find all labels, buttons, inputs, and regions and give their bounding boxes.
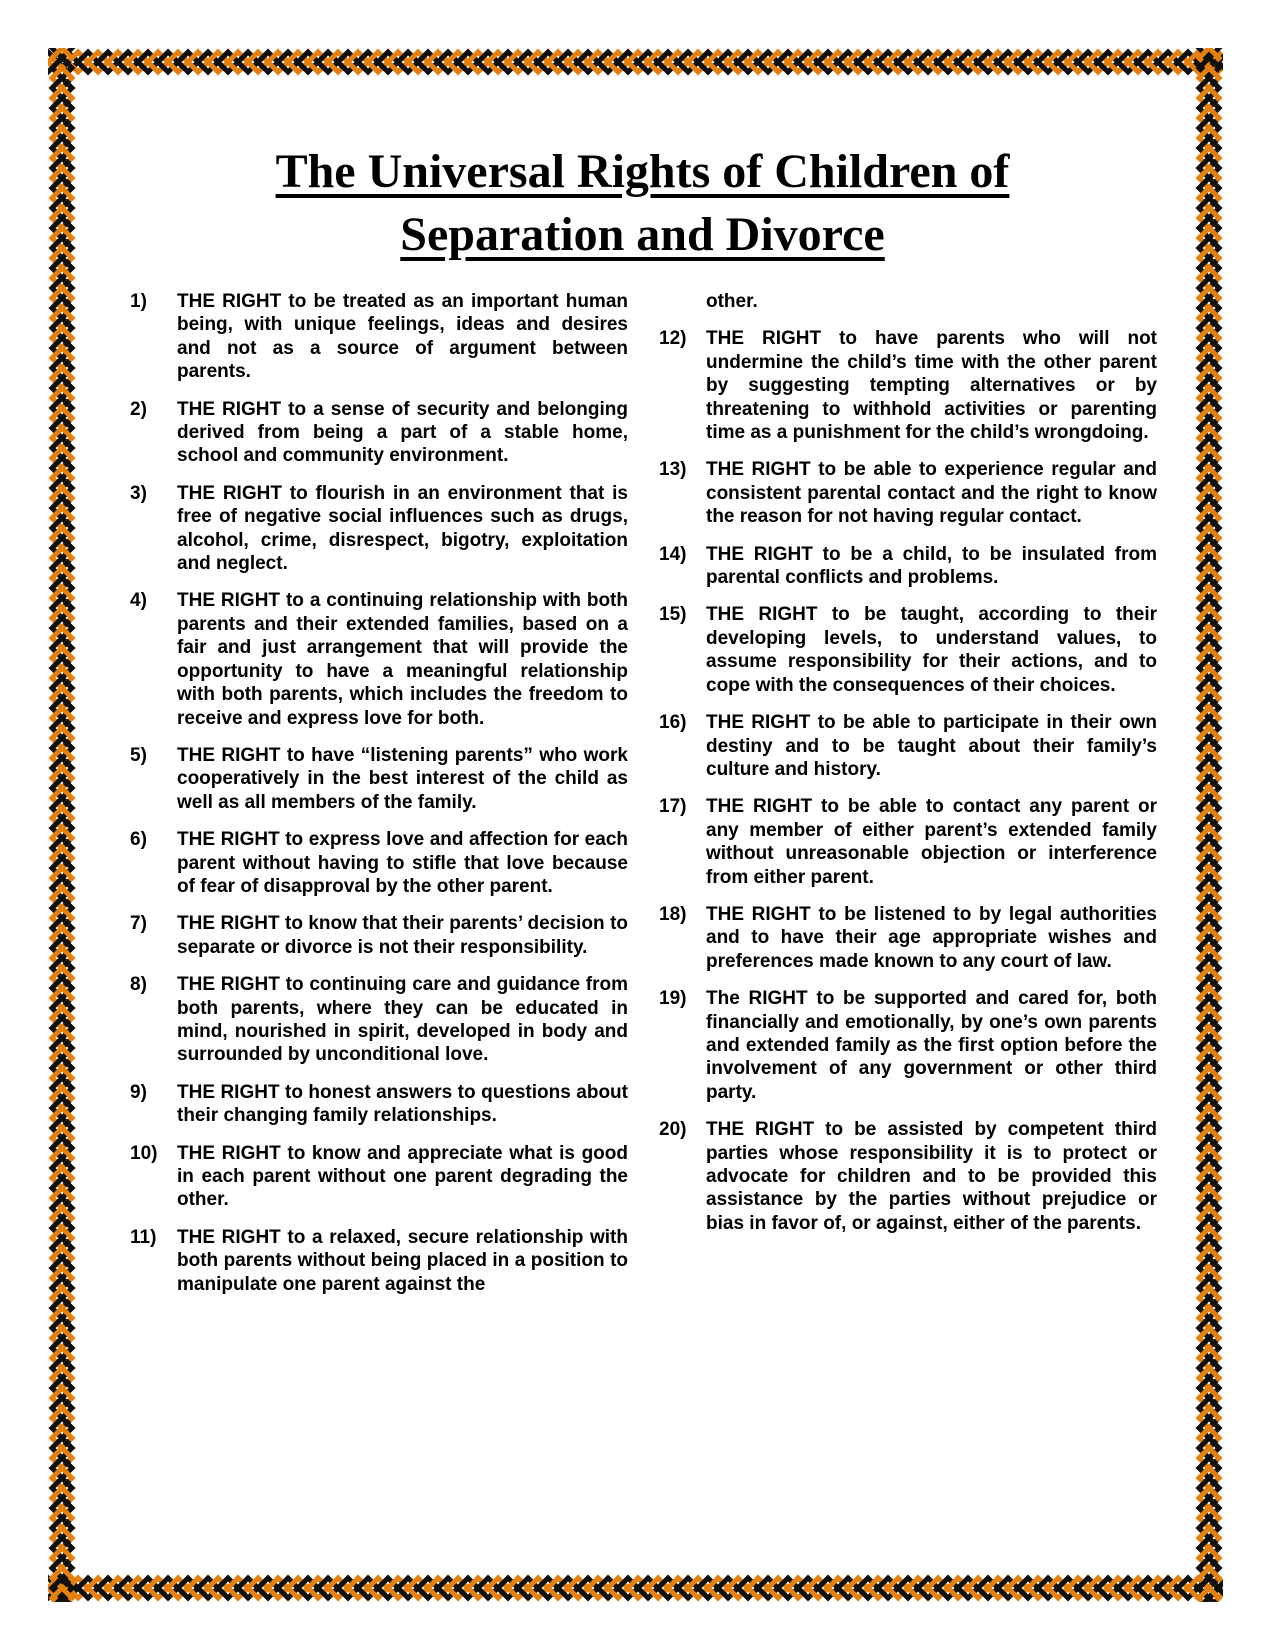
- item-text: THE RIGHT to have “listening parents” who work cooperatively in the best interest of the child as well as all members of the family.: [177, 744, 628, 813]
- list-item: [128, 828, 628, 898]
- page-title-text: Separation and Divorce: [400, 208, 885, 261]
- list-item: [128, 744, 628, 814]
- list-item: [657, 903, 1157, 973]
- item-text: THE RIGHT to honest answers to questions about their changing family relationships.: [177, 1081, 628, 1127]
- list-item: [128, 1142, 628, 1212]
- item-number: 13): [659, 459, 687, 481]
- item-text: THE RIGHT to know and appreciate what is good in each parent without one parent degrading the other.: [177, 1142, 628, 1211]
- item-number: 17): [659, 796, 687, 818]
- item-text: THE RIGHT to be treated as an important human being, with unique feelings, ideas and desires and not as a source of argument between parents.: [177, 291, 628, 383]
- list-item: [657, 1118, 1157, 1235]
- item-text: THE RIGHT to be taught, according to their developing levels, to understand values, to assume responsibility for their actions, and to cope with the consequences of their choices.: [706, 604, 1157, 696]
- item-number: 14): [659, 543, 687, 565]
- column-right: [657, 290, 1157, 1310]
- item-number: 15): [659, 604, 687, 626]
- item-number: 4): [130, 590, 147, 612]
- border-ornament-right: [1195, 48, 1223, 1602]
- list-item: [657, 795, 1157, 889]
- item-number: 19): [659, 988, 687, 1010]
- item-text: THE RIGHT to a sense of security and belonging derived from being a part of a stable home, school and community environment.: [177, 398, 628, 467]
- item-text: THE RIGHT to be listened to by legal authorities and to have their age appropriate wishes and preferences made known to any court of law.: [706, 903, 1157, 972]
- item-text: THE RIGHT to flourish in an environment that is free of negative social influences such as drugs, alcohol, crime, disrespect, bigotry, exploitation and neglect.: [177, 482, 628, 575]
- list-item: [657, 711, 1157, 781]
- item-number: 3): [130, 482, 147, 504]
- list-item: [657, 458, 1157, 528]
- item-number: 20): [659, 1119, 687, 1141]
- border-ornament-left: [48, 48, 76, 1602]
- list-item: [128, 1081, 628, 1128]
- list-item: [657, 603, 1157, 697]
- list-item: [128, 589, 628, 729]
- item-text: THE RIGHT to be able to participate in their own destiny and to be taught about their family’s culture and history.: [706, 712, 1157, 780]
- item-number: 11): [130, 1226, 157, 1248]
- item-text: THE RIGHT to a continuing relationship with both parents and their extended families, based on a fair and just arrangement that will provide the opportunity to have a meaningful relationship with both parents, which includes the freedom to receive and express love for both.: [177, 590, 628, 729]
- page-title-line-1: [128, 140, 1157, 203]
- item-number: 10): [130, 1142, 158, 1164]
- list-item: [657, 987, 1157, 1104]
- list-item: [128, 1226, 628, 1296]
- page-title-text: The Universal Rights of Children of: [275, 145, 1010, 198]
- list-item: [128, 290, 628, 384]
- item-text: THE RIGHT to have parents who will not undermine the child’s time with the other parent by suggesting tempting alternatives or by threatening to withhold activities or parenting time as a punishment for the child’s wrongdoing.: [706, 328, 1157, 444]
- item-text: THE RIGHT to a relaxed, secure relationship with both parents without being placed in a position to manipulate one parent against the: [177, 1226, 628, 1295]
- item-text: THE RIGHT to continuing care and guidance from both parents, where they can be educated in mind, nourished in spirit, developed in body and surrounded by unconditional love.: [177, 974, 628, 1066]
- page-title: [128, 140, 1157, 266]
- item-number: 6): [130, 829, 147, 851]
- item-text: The RIGHT to be supported and cared for, both financially and emotionally, by one’s own parents and extended family as the first option before the involvement of any government or other third party.: [706, 988, 1157, 1103]
- list-item: [128, 482, 628, 576]
- item-number: 5): [130, 744, 147, 766]
- item-text: other.: [706, 291, 758, 312]
- item-text: THE RIGHT to be a child, to be insulated from parental conflicts and problems.: [706, 543, 1157, 589]
- list-item: [128, 973, 628, 1067]
- list-item: [128, 398, 628, 468]
- item-number: 9): [130, 1081, 147, 1103]
- item-text: THE RIGHT to express love and affection for each parent without having to stifle that love because of fear of disapproval by the other parent.: [177, 829, 628, 897]
- list-item-continuation: [657, 290, 1157, 313]
- item-number: 18): [659, 903, 687, 925]
- item-number: 8): [130, 974, 147, 996]
- item-text: THE RIGHT to be able to experience regular and consistent parental contact and the right to know the reason for not having regular contact.: [706, 459, 1157, 528]
- list-item: [657, 327, 1157, 444]
- item-number: 1): [130, 291, 147, 312]
- item-text: THE RIGHT to be assisted by competent third parties whose responsibility it is to protect or advocate for children and to be provided this assistance by the parties without prejudice or bias in favor of, or against, either of the parents.: [706, 1119, 1157, 1234]
- document-content: [128, 140, 1157, 1310]
- list-item: [128, 912, 628, 959]
- item-text: THE RIGHT to know that their parents’ decision to separate or divorce is not their responsibility.: [177, 913, 628, 958]
- item-number: 12): [659, 328, 687, 350]
- border-ornament-bottom: [48, 1574, 1223, 1602]
- list-item: [657, 543, 1157, 590]
- column-left: [128, 290, 628, 1310]
- page-title-line-2: [128, 203, 1157, 266]
- border-ornament-top: [48, 48, 1223, 76]
- item-number: 7): [130, 913, 147, 935]
- item-number: 16): [659, 712, 687, 734]
- item-number: 2): [130, 398, 147, 420]
- two-column-layout: [128, 290, 1157, 1310]
- item-text: THE RIGHT to be able to contact any parent or any member of either parent’s extended family without unreasonable objection or interference from either parent.: [706, 796, 1157, 888]
